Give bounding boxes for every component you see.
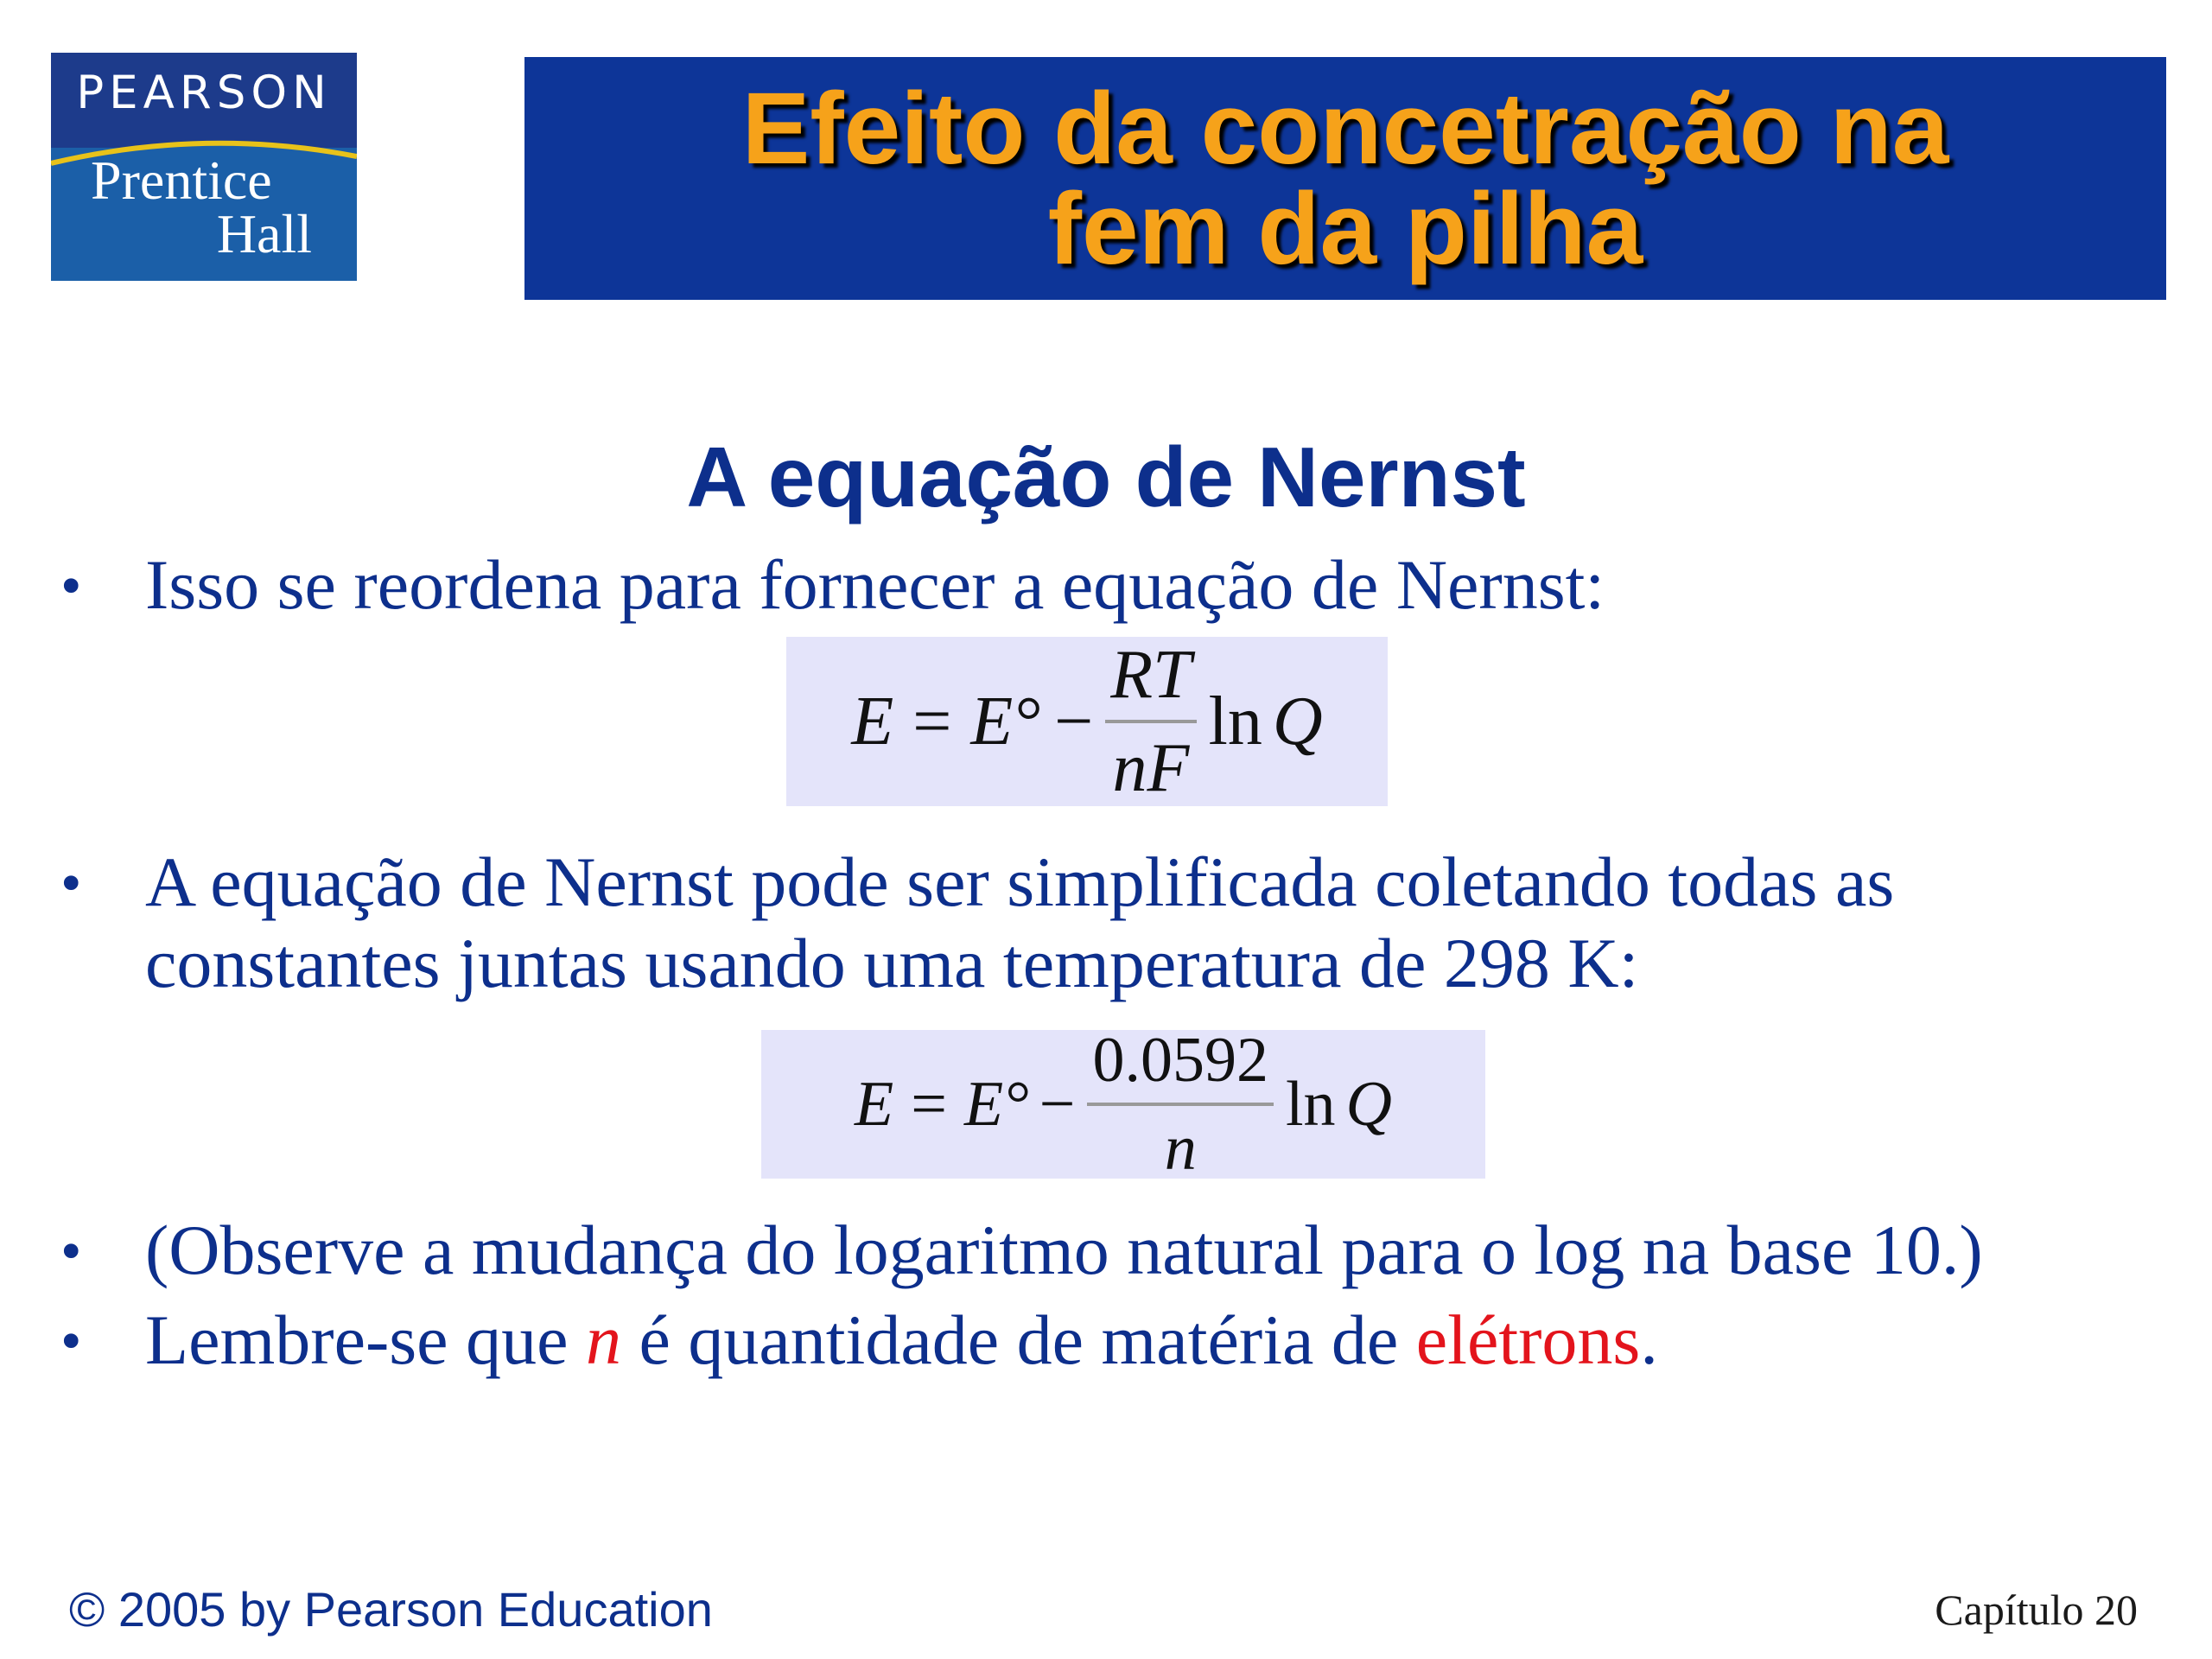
slide-title-line2: fem da pilha <box>1047 171 1643 286</box>
slide-title-line1: Efeito da concetração na <box>741 71 1949 186</box>
bullet-text-2-line2: constantes juntas usando uma temperatura de 298 K: <box>145 924 1639 1002</box>
bullet-marker: • <box>60 850 82 917</box>
eq1-lhs: E <box>851 683 894 760</box>
bullet-4-part2: é quantidade de matéria de <box>620 1300 1416 1379</box>
logo-brand-text: PEARSON <box>76 67 332 119</box>
simplified-nernst-equation <box>761 1025 1485 1184</box>
footer-chapter: Capítulo 20 <box>1935 1586 2138 1634</box>
bullet-marker: • <box>60 1218 82 1285</box>
slide-subtitle: A equação de Nernst <box>686 429 1526 524</box>
eq2-minus: − <box>1039 1068 1076 1140</box>
nernst-equation <box>786 637 1388 806</box>
bullet-4-period: . <box>1640 1300 1658 1379</box>
bullet-marker: • <box>60 553 82 620</box>
bullet-marker: • <box>60 1308 82 1375</box>
eq1-fraction <box>1105 637 1196 806</box>
eq1-equals: = <box>912 683 952 760</box>
eq1-e0: E° <box>970 683 1041 760</box>
bullet-text-4 <box>145 1300 1658 1381</box>
bullet-4-electrons: elétrons <box>1415 1300 1641 1379</box>
bullet-text-2-line1: A equação de Nernst pode ser simplificada coletando todas as <box>145 842 1895 921</box>
eq1-q: Q <box>1272 683 1323 760</box>
slide-title-bar <box>524 57 2166 300</box>
publisher-logo <box>51 53 357 281</box>
eq1-numerator: RT <box>1110 637 1192 713</box>
logo-line2: Hall <box>216 203 312 264</box>
footer-copyright: © 2005 by Pearson Education <box>69 1582 713 1637</box>
eq1-fraction-bar <box>1105 720 1196 723</box>
eq2-fraction-bar <box>1087 1103 1274 1106</box>
eq2-lhs: E <box>855 1068 894 1140</box>
eq2-ln: ln <box>1285 1068 1336 1140</box>
eq2-q: Q <box>1345 1068 1392 1140</box>
eq1-minus: − <box>1054 683 1094 760</box>
eq2-denominator: n <box>1164 1113 1197 1184</box>
logo-line1: Prentice <box>91 149 272 211</box>
bullet-4-part1: Lembre-se que <box>145 1300 586 1379</box>
eq2-e0: E° <box>963 1068 1029 1140</box>
eq2-fraction <box>1087 1025 1274 1184</box>
eq1-denominator: nF <box>1112 730 1190 806</box>
bullet-text-3: (Observe a mudança do logaritmo natural para o log na base 10.) <box>145 1211 1983 1289</box>
bullet-4-n: n <box>585 1300 621 1379</box>
bullet-text-1: Isso se reordena para fornecer a equação de Nernst: <box>145 545 1605 624</box>
eq2-equals: = <box>911 1068 947 1140</box>
eq1-ln: ln <box>1208 683 1262 760</box>
eq2-numerator: 0.0592 <box>1092 1025 1268 1096</box>
